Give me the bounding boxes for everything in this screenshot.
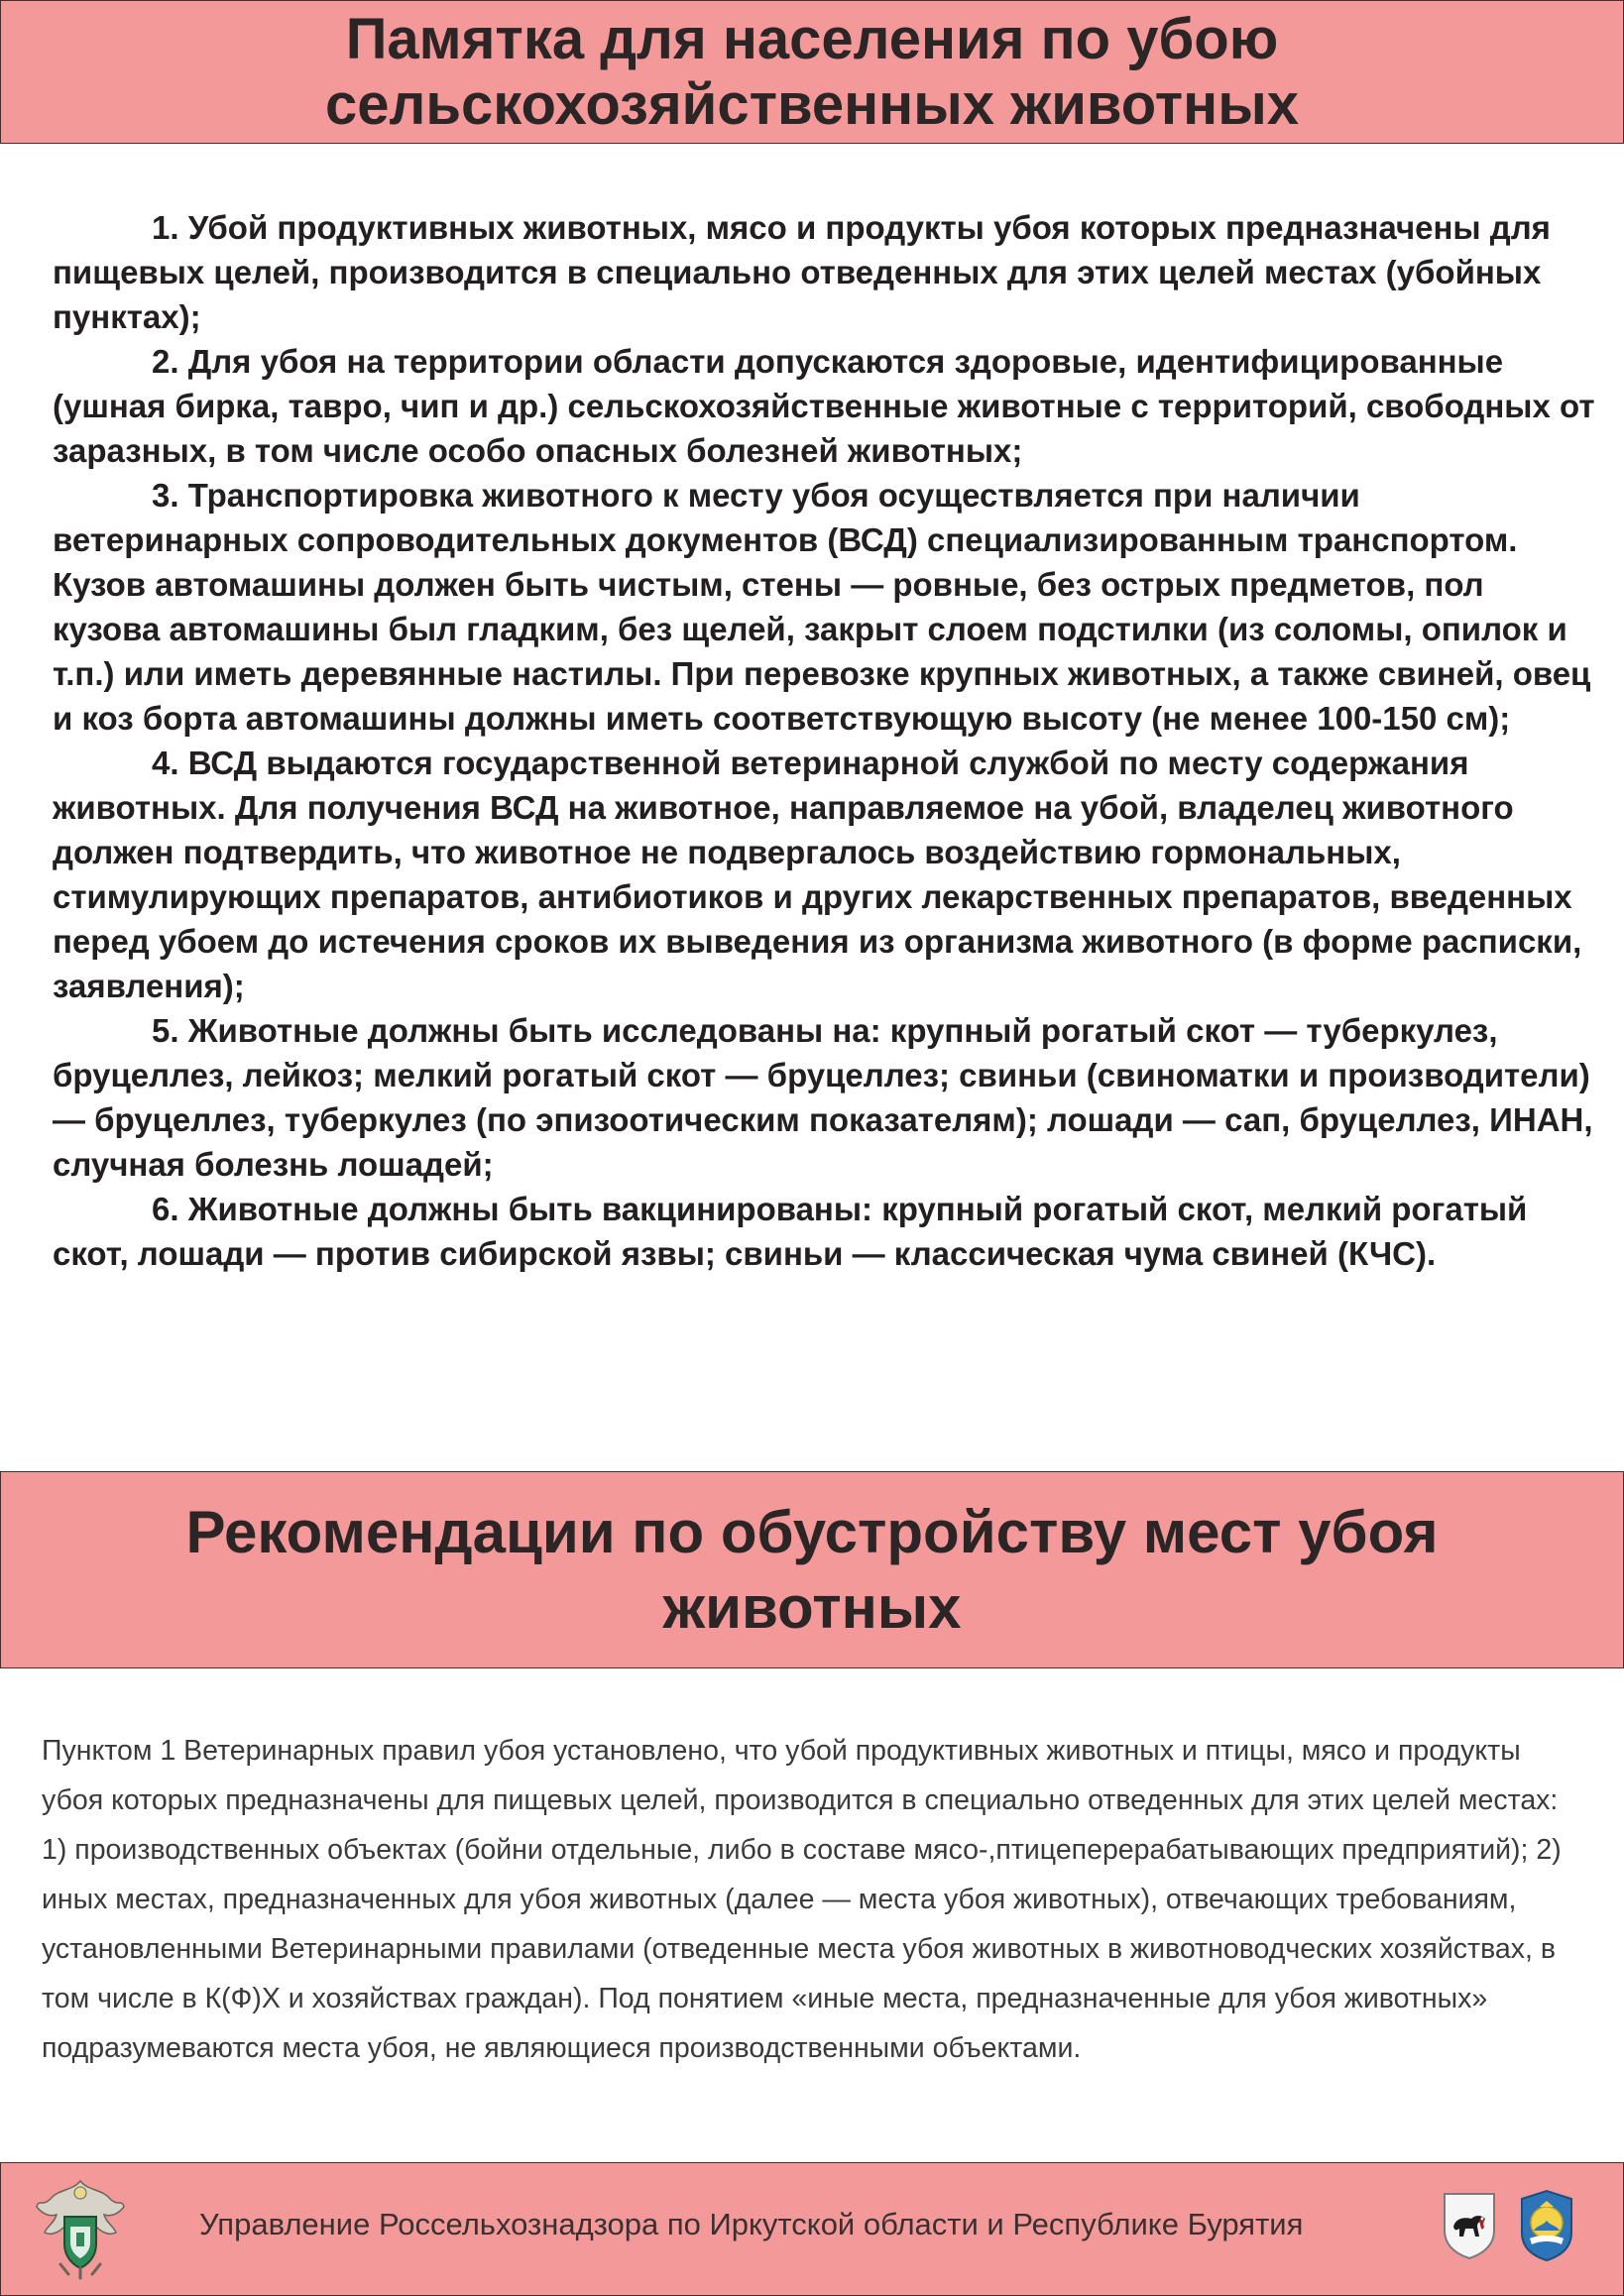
rule-item: 5. Животные должны быть исследованы на: крупный рогатый скот — туберкулез, бруцеллез, лейкоз; мелкий рогатый скот — бруцеллез; свиньи (свиноматки и производители) — бруцеллез, туберкулез (по эпизоотическим показателям); лошади — сап, бруцеллез, ИНАН, случная болезнь лошадей; — [53, 1012, 1593, 1183]
rules-list — [53, 205, 1599, 1276]
page-title-line2: сельскохозяйственных животных — [325, 71, 1299, 137]
page-title — [325, 7, 1299, 138]
footer-organization-name: Управление Россельхознадзора по Иркутской области и Республике Бурятия — [199, 2207, 1304, 2241]
rule-item: 3. Транспортировка животного к месту убоя осуществляется при наличии ветеринарных сопроводительных документов (ВСД) специализированным транспортом. Кузов автомашины должен быть чистым, стены — ровные, без острых предметов, пол кузова автомашины был гладким, без щелей, закрыт слоем подстилки (из соломы, опилок и т.п.) или иметь деревянные настилы. При перевозке крупных животных, а также свиней, овец и коз борта автомашины должны иметь соответствующую высоту (не менее 100-150 см); — [53, 477, 1591, 737]
footer — [0, 2162, 1624, 2296]
recommendation-body — [42, 1726, 1573, 2073]
rosselkhoznadzor-emblem-icon — [33, 2177, 128, 2281]
section-title-line2: животных — [662, 1573, 962, 1641]
irkutsk-coat-of-arms-icon — [1442, 2191, 1497, 2260]
buryatia-coat-of-arms-icon — [1518, 2189, 1575, 2262]
rule-item: 4. ВСД выдаются государственной ветеринарной службой по месту содержания животных. Для получения ВСД на животное, направляемое на убой, владелец животного должен подтвердить, что животное не подвергалось воздействию гормональных, стимулирующих препаратов, антибиотиков и других лекарственных препаратов, введенных перед убоем до истечения сроков их выведения из организма животного (в форме расписки, заявления); — [53, 745, 1582, 1004]
recommendation-paragraph: Пунктом 1 Ветеринарных правил убоя установлено, что убой продуктивных животных и птицы, мясо и продукты убоя которых предназначены для пищевых целей, производится в специально отведенных для этих целей местах: 1) производственных объектах (бойни отдельные, либо в составе мясо-,птицеперерабатывающих предприятий); 2) иных местах, предназначенных для убоя животных (далее — места убоя животных), отвечающих требованиям, установленными Ветеринарными правилами (отведенные места убоя животных в животноводческих хозяйствах, в том числе в К(Ф)Х и хозяйствах граждан). Под понятием «иные места, предназначенные для убоя животных» подразумеваются места убоя, не являющиеся производственными объектами. — [42, 1735, 1562, 2064]
section-banner — [0, 1471, 1624, 1668]
rule-item: 1. Убой продуктивных животных, мясо и продукты убоя которых предназначены для пищевых целей, производится в специально отведенных для этих целей местах (убойных пунктах); — [53, 209, 1551, 335]
section-title-line1: Рекомендации по обустройству мест убоя — [185, 1498, 1439, 1565]
title-banner — [0, 0, 1624, 144]
page-title-line1: Памятка для населения по убою — [345, 6, 1279, 71]
rule-item: 2. Для убоя на территории области допускаются здоровые, идентифицированные (ушная бирка, тавро, чип и др.) сельскохозяйственные животные с территорий, свободных от заразных, в том числе особо опасных болезней животных; — [53, 343, 1595, 469]
section-title — [186, 1495, 1439, 1646]
rule-item: 6. Животные должны быть вакцинированы: крупный рогатый скот, мелкий рогатый скот, лошади — против сибирской язвы; свиньи — классическая чума свиней (КЧС). — [53, 1191, 1528, 1272]
